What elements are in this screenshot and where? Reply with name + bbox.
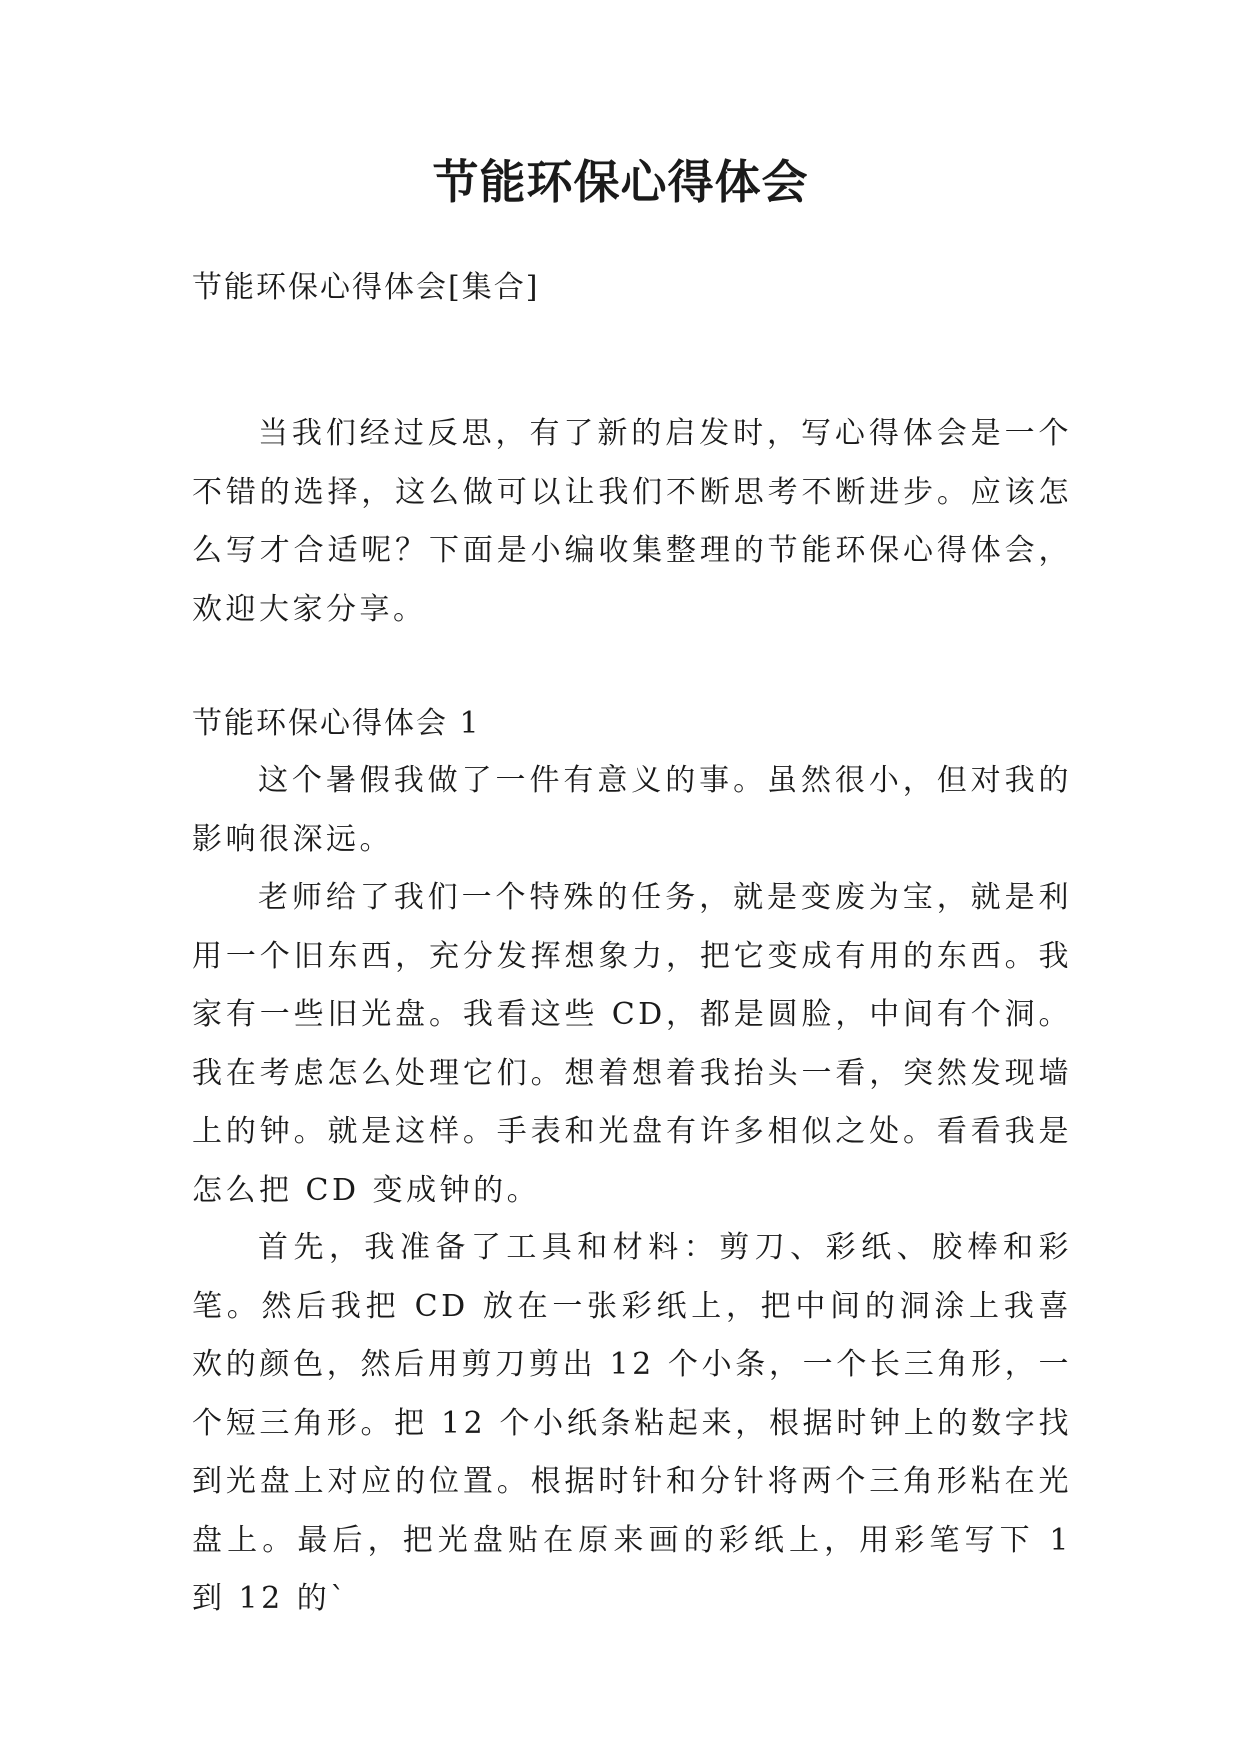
document-title: 节能环保心得体会 — [432, 155, 809, 209]
body-paragraph: 这个暑假我做了一件有意义的事。虽然很小，但对我的影响很深远。 — [192, 763, 1072, 857]
section-heading: 节能环保心得体会 1 — [192, 706, 481, 741]
intro-paragraph: 当我们经过反思，有了新的启发时，写心得体会是一个不错的选择，这么做可以让我们不断思考不断进步。应该怎么写才合适呢？下面是小编收集整理的节能环保心得体会，欢迎大家分享。 — [192, 416, 1072, 627]
body-paragraph: 老师给了我们一个特殊的任务，就是变废为宝，就是利用一个旧东西，充分发挥想象力，把它变成有用的东西。我家有一些旧光盘。我看这些 CD，都是圆脸，中间有个洞。我在考虑怎么处理它们。想着想着我抬头一看，突然发现墙上的钟。就是这样。手表和光盘有许多相似之处。看看我是怎么把 CD 变成钟的。 — [192, 880, 1072, 1208]
body-paragraph: 首先，我准备了工具和材料：剪刀、彩纸、胶棒和彩笔。然后我把 CD 放在一张彩纸上，把中间的洞涂上我喜欢的颜色，然后用剪刀剪出 12 个小条，一个长三角形，一个短三角形。把 12 个小纸条粘起来，根据时钟上的数字找到光盘上对应的位置。根据时针和分针将两个三角形粘在光盘上。最后，把光盘贴在原来画的彩纸上，用彩笔写下 1 到 12 的` — [192, 1230, 1072, 1616]
document-subtitle: 节能环保心得体会[集合] — [192, 270, 540, 305]
